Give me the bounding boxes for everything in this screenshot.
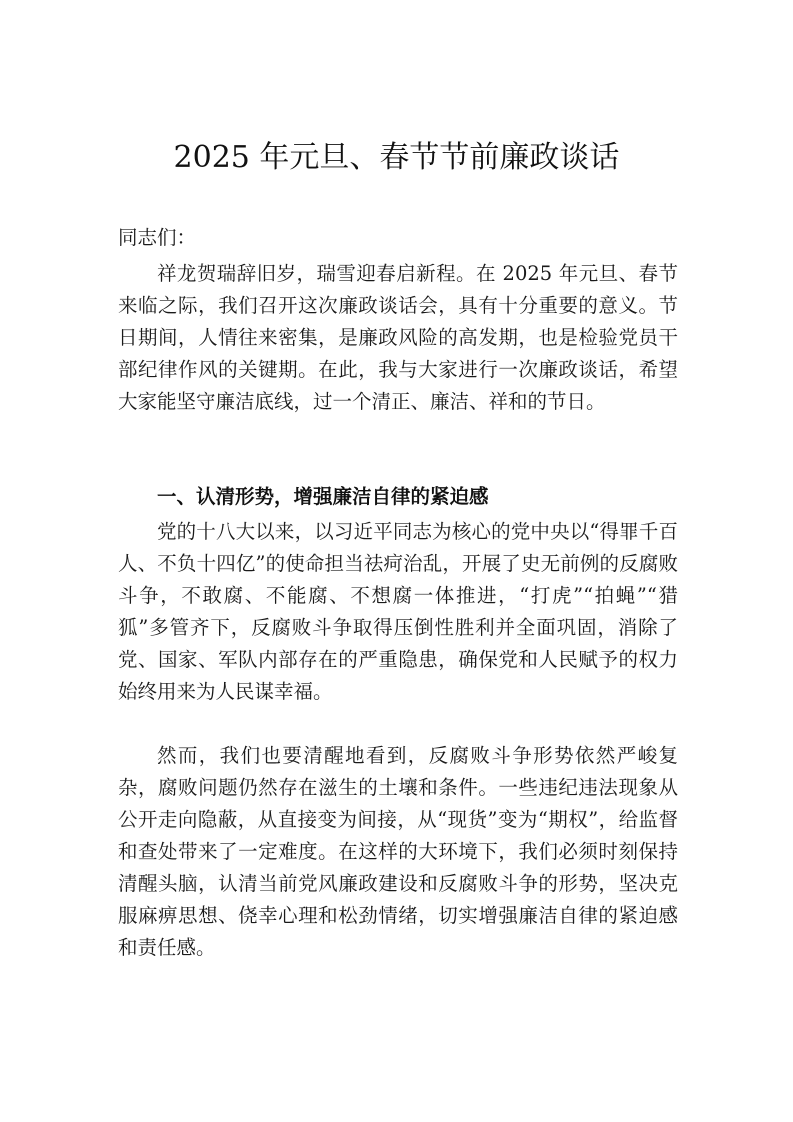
paragraph-achievements: 党的十八大以来，以习近平同志为核心的党中央以“得罪千百人、不负十四亿”的使命担当祛疴治乱，开展了史无前例的反腐败斗争，不敢腐、不能腐、不想腐一体推进，“打虎”“拍蝇”“猎狐”多管齐下，反腐败斗争取得压倒性胜利并全面巩固，消除了党、国家、军队内部存在的严重隐患，确保党和人民赋予的权力始终用来为人民谋幸福。 [118,520,678,703]
section-heading-1: 一、认清形势，增强廉洁自律的紧迫感 [157,485,489,508]
paragraph-intro: 祥龙贺瑞辞旧岁，瑞雪迎春启新程。在 2025 年元旦、春节来临之际，我们召开这次廉政谈话会，具有十分重要的意义。节日期间，人情往来密集，是廉政风险的高发期，也是检验党员干部纪律作风的关键期。在此，我与大家进行一次廉政谈话，希望大家能坚守廉洁底线，过一个清正、廉洁、祥和的节日。 [118,262,678,413]
paragraph-situation: 然而，我们也要清醒地看到，反腐败斗争形势依然严峻复杂，腐败问题仍然存在滋生的土壤和条件。一些违纪违法现象从公开走向隐蔽，从直接变为间接，从“现货”变为“期权”，给监督和查处带来了一定难度。在这样的大环境下，我们必须时刻保持清醒头脑，认清当前党风廉政建设和反腐败斗争的形势，坚决克服麻痹思想、侥幸心理和松劲情绪，切实增强廉洁自律的紧迫感和责任感。 [118,744,678,959]
document-title: 2025 年元旦、春节节前廉政谈话 [173,140,620,175]
salutation: 同志们： [118,226,197,249]
